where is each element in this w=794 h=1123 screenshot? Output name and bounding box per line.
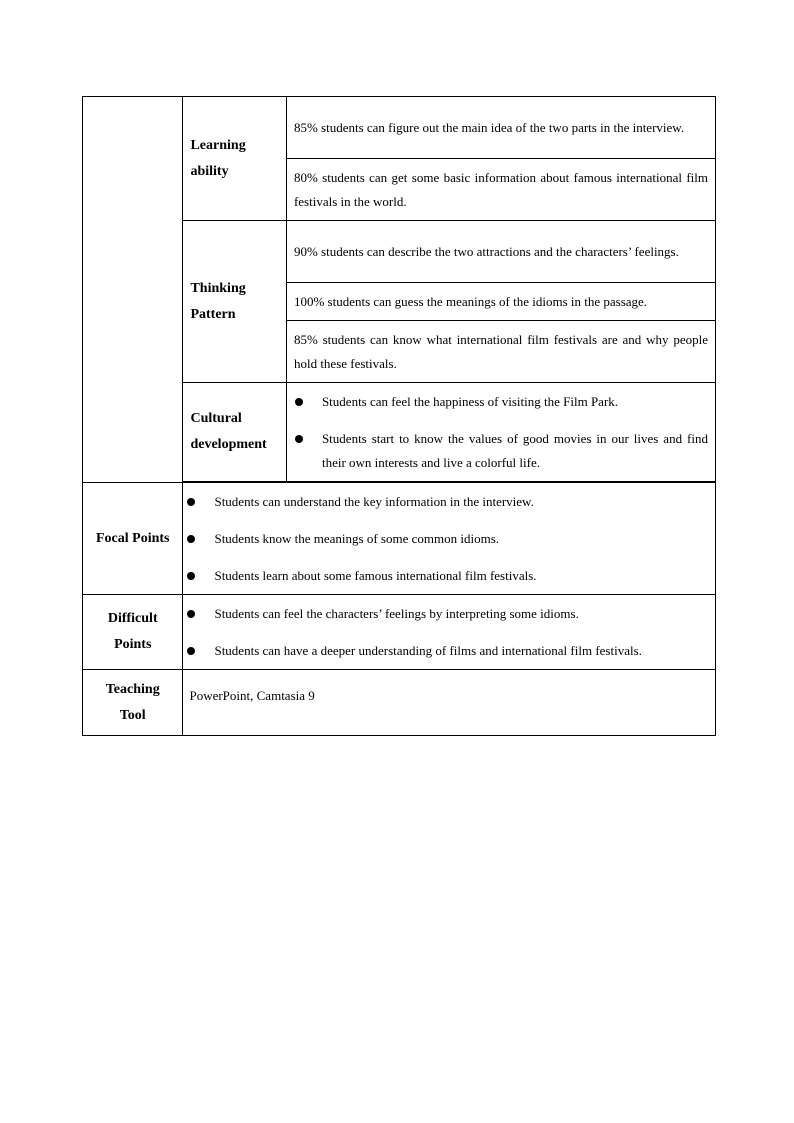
bullet-icon <box>187 572 195 580</box>
bullet-icon <box>187 498 195 506</box>
difficult-points-label-line2: Points <box>114 637 152 652</box>
list-item <box>287 427 708 475</box>
thinking-pattern-item-1: 90% students can describe the two attractions and the characters’ feelings. <box>286 221 715 283</box>
list-item <box>179 639 708 663</box>
thinking-pattern-label-line2: Pattern <box>190 306 236 322</box>
cultural-development-list-cell <box>286 383 715 482</box>
teaching-tool-label-line1: Teaching <box>105 681 160 697</box>
bullet-icon <box>295 435 303 443</box>
teaching-tool-label-line2: Tool <box>119 707 146 723</box>
difficult-point-item-1: Students can feel the characters’ feelings by interpreting some idioms. <box>214 605 579 621</box>
bullet-icon <box>187 610 195 618</box>
cultural-development-item-2: Students start to know the values of good movies in our lives and find their own interests and live a colorful life. <box>321 430 708 470</box>
table-row <box>83 97 716 159</box>
teaching-tool-label <box>83 670 183 736</box>
list-item <box>179 490 708 514</box>
learning-ability-label-line2: ability <box>190 163 229 179</box>
focal-point-item-2: Students know the meanings of some common idioms. <box>214 530 500 546</box>
list-item <box>287 390 708 414</box>
table-row <box>83 595 716 670</box>
learning-ability-item-1: 85% students can figure out the main idea of the two parts in the interview. <box>286 97 715 159</box>
list-item <box>179 602 708 626</box>
difficult-points-label-line1: Difficult <box>107 611 158 626</box>
bullet-icon <box>187 647 195 655</box>
difficult-points-list <box>179 602 708 663</box>
difficult-points-label <box>83 595 183 670</box>
focal-points-list-cell <box>183 483 716 595</box>
lesson-plan-table <box>82 96 716 736</box>
cultural-development-label <box>183 383 286 482</box>
cultural-development-label-line1: Cultural <box>190 411 242 426</box>
table-row <box>83 483 716 595</box>
focal-points-label: Focal Points <box>83 483 183 595</box>
difficult-point-item-2: Students can have a deeper understanding of films and international film festivals. <box>214 642 642 658</box>
table-row <box>83 670 716 736</box>
learning-ability-label-line1: Learning <box>190 137 246 153</box>
teaching-tool-value: PowerPoint, Camtasia 9 <box>183 670 716 736</box>
list-item <box>179 564 708 588</box>
thinking-pattern-item-2: 100% students can guess the meanings of the idioms in the passage. <box>286 283 715 321</box>
focal-points-list <box>179 490 708 588</box>
objectives-label-cell <box>83 97 183 483</box>
focal-point-item-1: Students can understand the key information in the interview. <box>214 493 534 509</box>
cultural-development-item-1: Students can feel the happiness of visiting the Film Park. <box>321 393 619 409</box>
focal-point-item-3: Students learn about some famous international film festivals. <box>214 567 537 583</box>
learning-ability-label <box>183 97 286 221</box>
cultural-development-list <box>287 390 708 475</box>
list-item <box>179 527 708 551</box>
difficult-points-list-cell <box>183 595 716 670</box>
bullet-icon <box>187 535 195 543</box>
thinking-pattern-label <box>183 221 286 383</box>
cultural-development-label-line2: development <box>190 437 267 452</box>
learning-ability-item-2: 80% students can get some basic information about famous international film festivals in the world. <box>286 159 715 221</box>
bullet-icon <box>295 398 303 406</box>
thinking-pattern-label-line1: Thinking <box>190 280 246 296</box>
thinking-pattern-item-3: 85% students can know what international film festivals are and why people hold these festivals. <box>286 321 715 383</box>
